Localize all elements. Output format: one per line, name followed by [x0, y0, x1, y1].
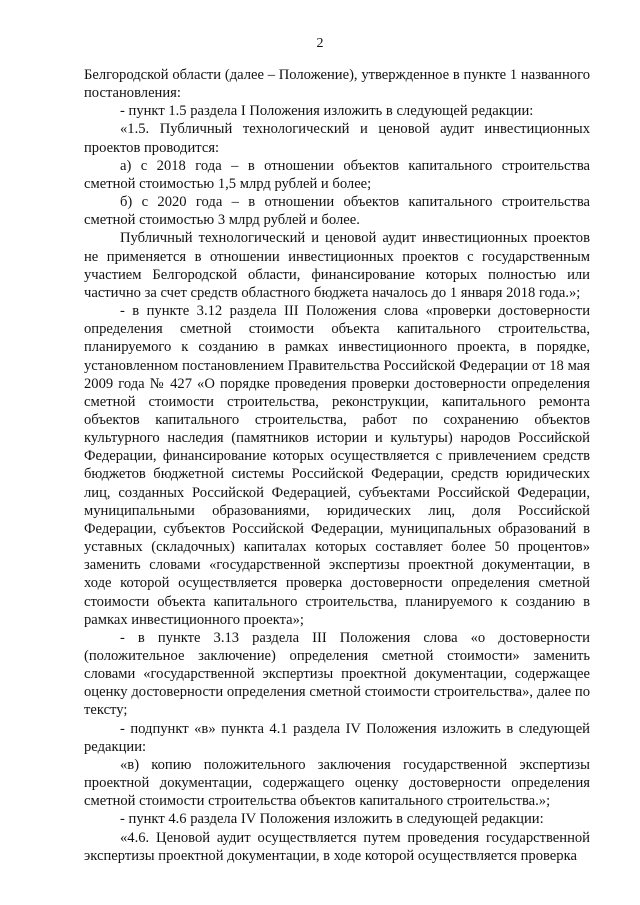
paragraph-amendment-4-1: - подпункт «в» пункта 4.1 раздела IV Положения изложить в следующей редакции:	[84, 720, 590, 755]
paragraph-amendment-3-13: - в пункте 3.13 раздела III Положения слова «о достоверности (положительное заключение) определения сметной стоимости» заменить словами «государственной экспертизы проектной документации, содержащее оценку достоверности определения сметной стоимости строительства», далее по тексту;	[84, 629, 590, 719]
paragraph-item-a: а) с 2018 года – в отношении объектов капитального строительства сметной стоимостью 1,5 млрд рублей и более;	[84, 157, 590, 192]
paragraph-amendment-3-12: - в пункте 3.12 раздела III Положения слова «проверки достоверности определения сметной стоимости объекта капитального строительства, планируемого к созданию в рамках инвестиционного проекта, в порядке, установленном постановлением Правительства Российской Федерации от 18 мая 2009 года № 427 «О порядке проведения проверки достоверности определения сметной стоимости строительства, реконструкции, капитального ремонта объектов капитального строительства, работ по сохранению объектов культурного наследия (памятников истории и культуры) народов Российской Федерации, финансирование которых осуществляется с привлечением средств бюджетов бюджетной системы Российской Федерации, средств юридических лиц, созданных Российской Федерацией, субъектами Российской Федерации, муниципальными образованиями, юридических лиц, доля Российской Федерации, субъектов Российской Федерации, муниципальных образований в уставных (складочных) капиталах которых составляет более 50 процентов» заменить словами «государственной экспертизы проектной документации, в ходе которой осуществляется проверка достоверности определения сметной стоимости объекта капитального строительства, планируемого к созданию в рамках инвестиционного проекта»;	[84, 303, 590, 628]
paragraph-clause-1-5: «1.5. Публичный технологический и ценовой аудит инвестиционных проектов проводится:	[84, 121, 590, 156]
paragraph-continuation: Белгородской области (далее – Положение), утвержденное в пункте 1 названного постановления:	[84, 67, 590, 102]
paragraph-amendment-4-6: - пункт 4.6 раздела IV Положения изложить в следующей редакции:	[120, 811, 544, 828]
paragraph-item-b: б) с 2020 года – в отношении объектов капитального строительства сметной стоимостью 3 млрд рублей и более.	[84, 194, 590, 229]
paragraph-clause-4-6: «4.6. Ценовой аудит осуществляется путем проведения государственной экспертизы проектной документации, в ходе которой осуществляется проверка	[84, 829, 590, 864]
page-number: 2	[316, 36, 324, 51]
paragraph-audit-exception: Публичный технологический и ценовой аудит инвестиционных проектов не применяется в отношении инвестиционных проектов с государственным участием Белгородской области, финансирование которых полностью или частично за счет средств областного бюджета началось до 1 января 2018 года.»;	[84, 230, 590, 301]
paragraph-subclause-v: «в) копию положительного заключения государственной экспертизы проектной документации, содержащего оценку достоверности определения сметной стоимости строительства объектов капитального строительства.»;	[84, 756, 590, 810]
document-body	[84, 66, 590, 865]
paragraph-amendment-1-5: - пункт 1.5 раздела I Положения изложить в следующей редакции:	[120, 103, 534, 120]
